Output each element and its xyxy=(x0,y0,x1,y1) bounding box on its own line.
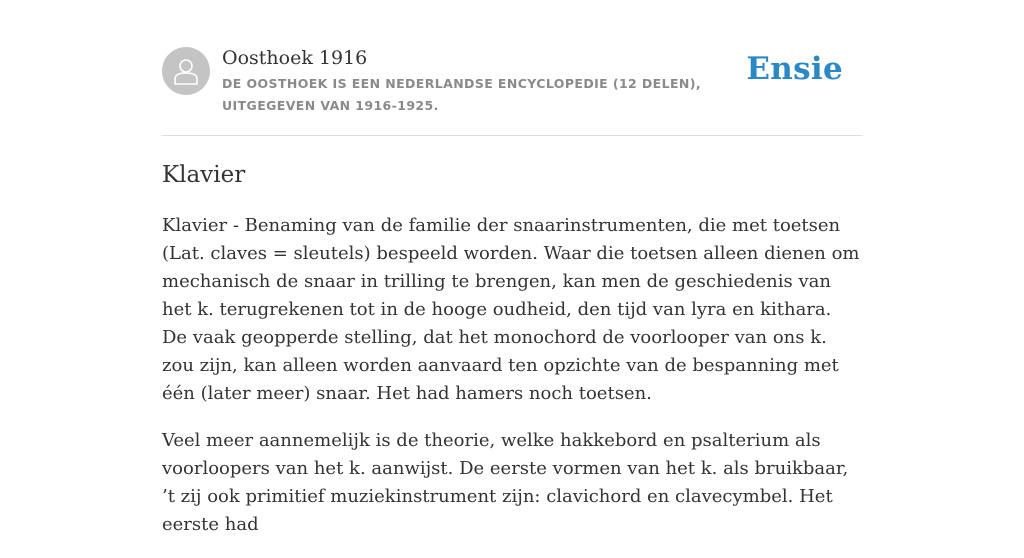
source-name[interactable]: Oosthoek 1916 xyxy=(222,47,368,69)
avatar[interactable] xyxy=(162,47,210,95)
ensie-logo[interactable]: Ensie xyxy=(746,51,843,87)
header-divider xyxy=(162,135,862,136)
article-paragraph: Veel meer aannemelijk is de theorie, welke hakkebord en psalterium als voorloopers van het k. aanwijst. De eerste vormen van het k. als bruikbaar, ’t zij ook primitief muziekinstrument zijn: clavichord en clavecymbel. Het eerste had xyxy=(162,430,849,535)
source-description: DE OOSTHOEK IS EEN NEDERLANDSE ENCYCLOPEDIE (12 DELEN), UITGEGEVEN VAN 1916-1925. xyxy=(222,76,702,113)
article-body xyxy=(162,212,862,558)
article-title: Klavier xyxy=(162,162,246,188)
user-avatar-icon xyxy=(173,57,199,85)
article-paragraph: Klavier - Benaming van de familie der snaarinstrumenten, die met toetsen (Lat. claves = sleutels) bespeeld worden. Waar die toetsen alleen dienen om mechanisch de snaar in trilling te brengen, kan men de geschiedenis van het k. terugrekenen tot in de hooge oudheid, den tijd van lyra en kithara. De vaak geopperde stelling, dat het monochord de voorlooper van ons k. zou zijn, kan alleen worden aanvaard ten opzichte van de bespanning met één (later meer) snaar. Het had hamers noch toetsen. xyxy=(162,215,860,404)
